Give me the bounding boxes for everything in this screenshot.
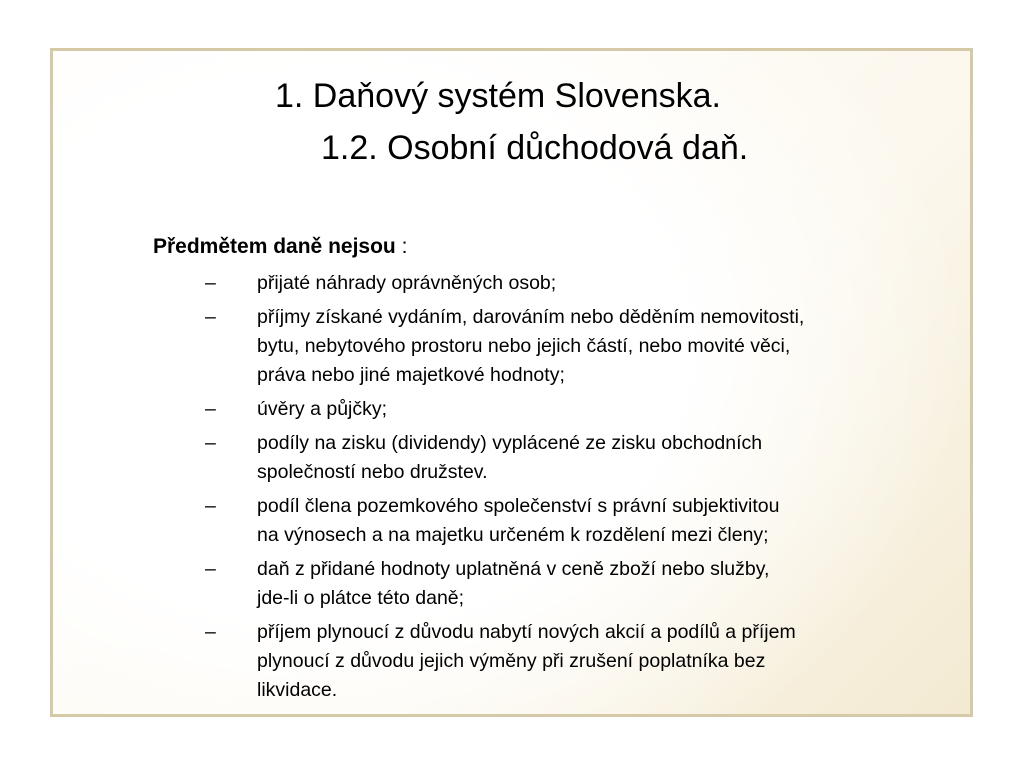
list-item-line: příjmy získané vydáním, darováním nebo děděním nemovitosti,: [257, 306, 805, 328]
list-item-line: podíly na zisku (dividendy) vyplácené ze zisku obchodních: [257, 432, 763, 454]
list-item-line: plynoucí z důvodu jejich výměny při zrušení poplatníka bez: [257, 650, 766, 672]
bullet-dash: –: [205, 398, 216, 420]
list-item-line: podíl člena pozemkového společenství s právní subjektivitou: [257, 495, 780, 517]
list-item-line: jde-li o plátce této daně;: [257, 587, 465, 609]
list-item-line: příjem plynoucí z důvodu nabytí nových akcií a podílů a příjem: [257, 621, 796, 643]
slide: [53, 51, 970, 714]
slide-frame: [50, 48, 973, 717]
list-item: [153, 395, 943, 424]
heading-bold-text: Předmětem daně nejsou: [153, 235, 396, 258]
list-item-line: na výnosech a na majetku určeném k rozdělení mezi členy;: [257, 524, 769, 546]
list-item: [153, 555, 943, 613]
list-item-line: úvěry a půjčky;: [257, 398, 388, 420]
list-item: [153, 492, 943, 550]
bullet-dash: –: [205, 432, 216, 454]
bullet-dash: –: [205, 306, 216, 328]
list-item: [153, 429, 943, 487]
list-item-line: likvidace.: [257, 679, 338, 701]
bullet-list: [153, 269, 943, 710]
list-item-line: přijaté náhrady oprávněných osob;: [257, 272, 557, 294]
slide-subtitle: 1.2. Osobní důchodová daň.: [321, 129, 749, 167]
bullet-dash: –: [205, 272, 216, 294]
list-item-line: práva nebo jiné majetkové hodnoty;: [257, 364, 565, 386]
slide-title: 1. Daňový systém Slovenska.: [275, 77, 721, 115]
list-item: [153, 303, 943, 390]
heading-colon: :: [395, 235, 408, 258]
list-item: [153, 269, 943, 298]
bullet-dash: –: [205, 495, 216, 517]
section-heading: [153, 235, 407, 259]
list-item-line: bytu, nebytového prostoru nebo jejich částí, nebo movité věci,: [257, 335, 791, 357]
list-item-line: společností nebo družstev.: [257, 461, 488, 483]
list-item-line: daň z přidané hodnoty uplatněná v ceně zboží nebo služby,: [257, 558, 770, 580]
bullet-dash: –: [205, 558, 216, 580]
bullet-dash: –: [205, 621, 216, 643]
list-item: [153, 618, 943, 705]
